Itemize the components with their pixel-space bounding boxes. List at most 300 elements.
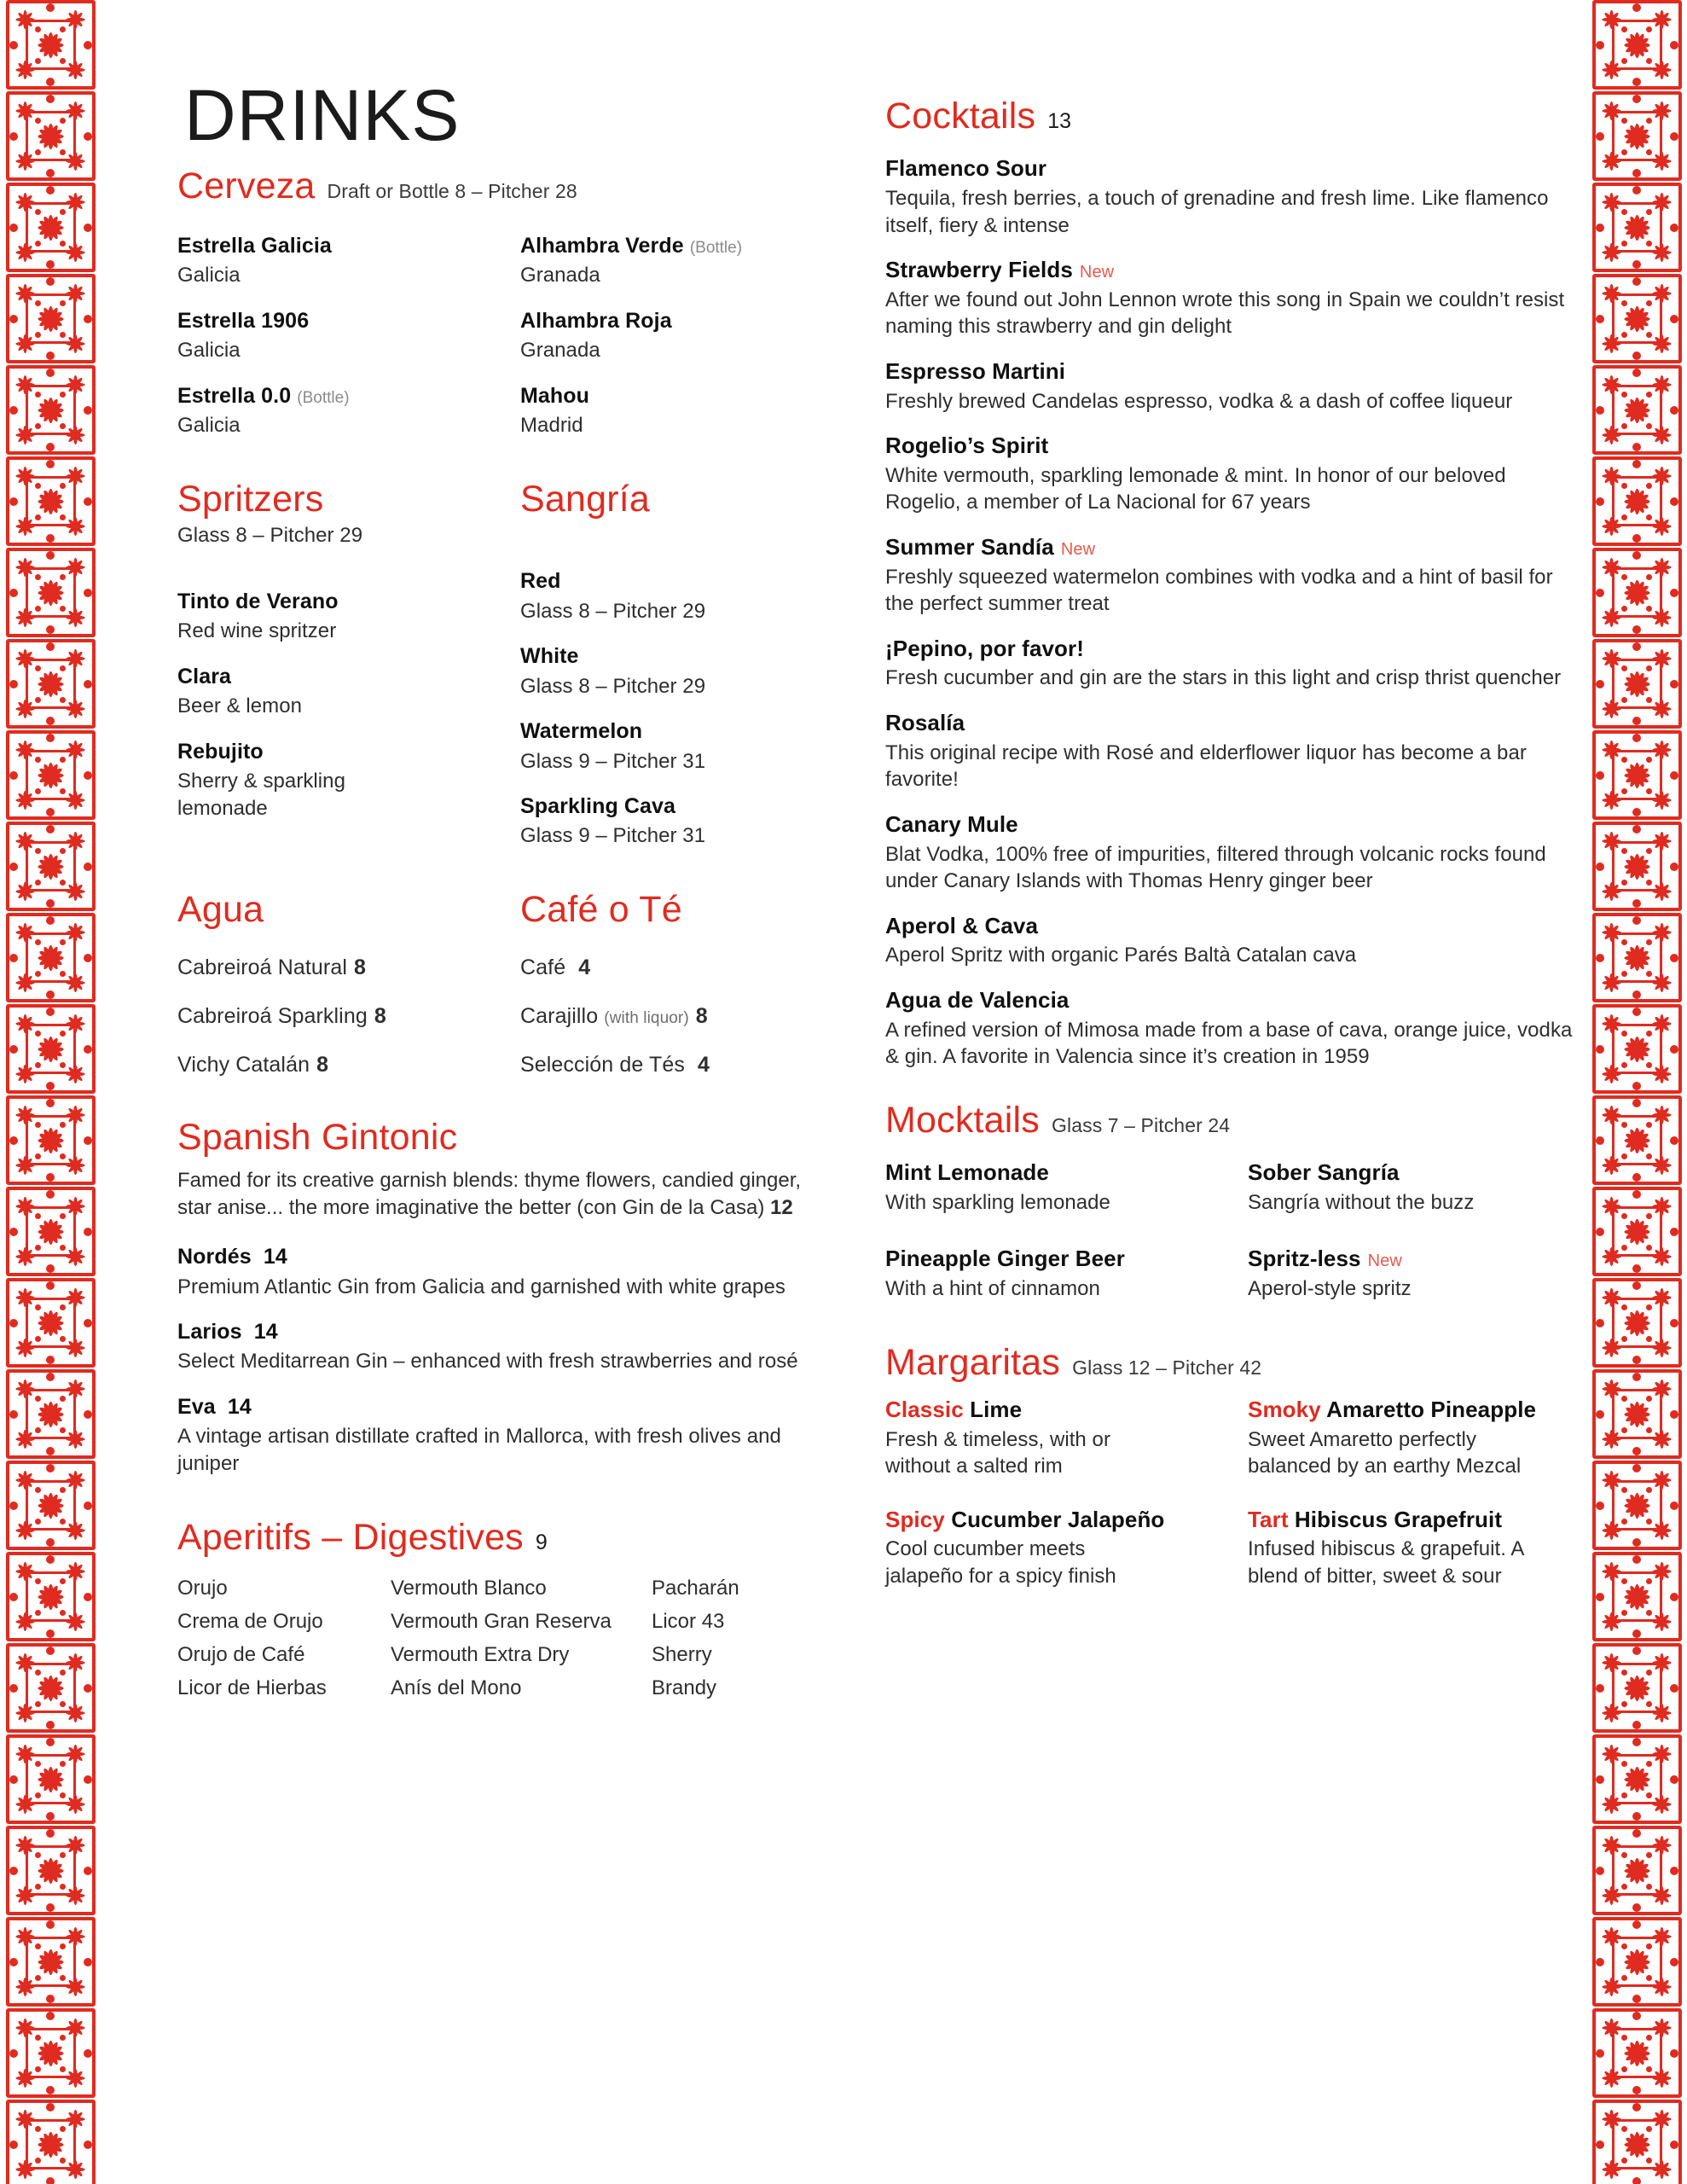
tile-dot-motif — [46, 1264, 55, 1273]
tile-dot-motif — [84, 954, 92, 962]
tile-dot-motif — [1632, 916, 1641, 925]
tile-dot-motif — [60, 118, 66, 124]
tile-dot-motif — [1609, 1203, 1615, 1210]
tile-dot-motif — [46, 680, 55, 688]
tile-dot-motif — [60, 514, 66, 520]
tile-dot-motif — [1646, 423, 1652, 429]
tile-dot-motif — [60, 1122, 66, 1128]
section-title-gintonic: Spanish Gintonic — [177, 1116, 458, 1158]
tile-dot-motif — [60, 606, 66, 612]
list-item: Vermouth Blanco — [391, 1577, 547, 1600]
tile-dot-motif — [1609, 2075, 1615, 2082]
tile-dot-motif — [1646, 1396, 1652, 1402]
tile-dot-motif — [46, 1593, 55, 1601]
tile-dot-motif — [1632, 41, 1641, 49]
tile-dot-motif — [35, 971, 41, 977]
tile-dot-motif — [9, 1045, 18, 1054]
tile-dot-motif — [84, 1228, 92, 1236]
tile-dot-motif — [1659, 1710, 1666, 1716]
tile-dot-motif — [1670, 1684, 1678, 1693]
tile-dot-motif — [84, 224, 92, 232]
page-title: DRINKS — [184, 75, 461, 155]
item-name: Estrella Galicia — [177, 234, 332, 258]
tile-dot-motif — [84, 1410, 92, 1419]
tile-dot-motif — [1659, 1203, 1666, 1210]
tile-dot-motif — [46, 1775, 55, 1784]
tile-dot-motif — [72, 2075, 79, 2082]
list-item — [885, 432, 1585, 516]
tile-dot-motif — [1596, 1228, 1604, 1236]
item-desc: Aperol Spritz with organic Parés Baltà Catalan cava — [885, 944, 1357, 967]
tile-dot-motif — [35, 757, 41, 763]
tile-dot-motif — [72, 655, 79, 662]
decorative-tile — [1592, 1004, 1682, 1094]
tile-dot-motif — [1609, 979, 1615, 986]
item-name: Cabreiroá Sparkling — [177, 1003, 368, 1028]
item-desc: A refined version of Mimosa made from a base of cava, orange juice, vodka & gin. A favorite in Valencia since it’s creation in 1959 — [885, 1018, 1573, 1069]
list-item — [520, 1004, 826, 1029]
tile-dot-motif — [1596, 1136, 1604, 1145]
spritzers-sangria-columns — [177, 479, 826, 850]
list-item — [885, 1159, 1222, 1216]
tile-dot-motif — [22, 2166, 29, 2173]
cafe-section — [520, 889, 826, 1077]
tile-dot-motif — [35, 1792, 41, 1798]
tile-dot-motif — [46, 1684, 55, 1693]
decorative-tile — [6, 548, 96, 637]
tile-dot-motif — [84, 771, 92, 780]
tile-dot-motif — [60, 697, 66, 703]
tile-dot-motif — [1646, 2066, 1652, 2072]
item-origin: Galicia — [177, 339, 241, 363]
tile-dot-motif — [1646, 1336, 1652, 1342]
decorative-tile — [1592, 548, 1682, 637]
tile-dot-motif — [1632, 1903, 1641, 1912]
tile-dot-motif — [1646, 514, 1652, 520]
item-name: Rogelio’s Spirit — [885, 433, 1049, 459]
tile-dot-motif — [9, 41, 18, 49]
section-header-mocktails — [885, 1100, 1585, 1141]
tile-dot-motif — [1621, 1304, 1627, 1310]
tile-dot-motif — [1609, 1162, 1615, 1169]
tile-dot-motif — [1609, 1842, 1615, 1849]
tile-dot-motif — [1646, 848, 1652, 854]
agua-cafe-columns — [177, 889, 826, 1077]
tile-dot-motif — [1646, 1578, 1652, 1584]
tile-dot-motif — [1659, 1294, 1666, 1301]
tile-dot-motif — [1670, 954, 1678, 962]
tile-dot-motif — [1632, 497, 1641, 506]
tile-dot-motif — [1659, 473, 1666, 479]
tile-dot-motif — [60, 26, 66, 32]
tile-dot-motif — [35, 118, 41, 124]
tile-dot-motif — [35, 1304, 41, 1310]
tile-dot-motif — [1621, 2066, 1627, 2072]
tile-dot-motif — [1621, 880, 1627, 886]
tile-dot-motif — [1609, 1253, 1615, 1260]
tile-dot-motif — [84, 1867, 92, 1875]
tile-dot-motif — [1659, 199, 1666, 206]
item-kicker: Classic — [885, 1397, 964, 1423]
tile-dot-motif — [1632, 1684, 1641, 1693]
tile-dot-motif — [72, 1933, 79, 1940]
tile-dot-motif — [1670, 224, 1678, 232]
item-name: Pineapple Ginger Beer — [885, 1246, 1125, 1272]
tile-dot-motif — [60, 2035, 66, 2041]
aperitifs-column-3 — [652, 1572, 822, 1705]
list-item — [1248, 1506, 1585, 1590]
list-item — [520, 643, 826, 700]
tile-dot-motif — [1659, 929, 1666, 936]
tile-dot-motif — [60, 1761, 66, 1767]
item-price: 8 — [354, 955, 367, 979]
tile-dot-motif — [1632, 186, 1641, 195]
tile-dot-motif — [1632, 351, 1641, 360]
tile-dot-motif — [1632, 1082, 1641, 1090]
tile-dot-motif — [46, 534, 55, 543]
mocktails-section — [885, 1100, 1585, 1303]
tile-dot-motif — [72, 1345, 79, 1351]
tile-dot-motif — [84, 1502, 92, 1510]
tile-dot-motif — [84, 680, 92, 688]
item-desc: Sweet Amaretto perfectly balanced by an earthy Mezcal — [1248, 1427, 1522, 1478]
tile-dot-motif — [1609, 199, 1615, 206]
tile-dot-motif — [46, 351, 55, 360]
right-column — [885, 82, 1585, 2150]
tile-dot-motif — [1632, 717, 1641, 725]
tile-dot-motif — [72, 1892, 79, 1899]
tile-dot-motif — [9, 2140, 18, 2149]
tile-dot-motif — [46, 2140, 55, 2149]
tile-dot-motif — [35, 1519, 41, 1525]
section-note-spritzers: Glass 8 – Pitcher 29 — [177, 524, 363, 548]
tile-dot-motif — [1609, 523, 1615, 530]
item-tag: (Bottle) — [297, 389, 350, 408]
list-item: Pacharán — [652, 1577, 739, 1600]
tile-dot-motif — [1659, 1659, 1666, 1666]
tile-dot-motif — [1632, 1228, 1641, 1236]
tile-dot-motif — [60, 149, 66, 155]
tile-dot-motif — [1621, 2158, 1627, 2164]
tile-dot-motif — [72, 1801, 79, 1808]
tile-dot-motif — [1609, 432, 1615, 439]
tile-dot-motif — [22, 1162, 29, 1169]
list-item — [520, 793, 826, 850]
tile-dot-motif — [72, 473, 79, 479]
tile-dot-motif — [1621, 1122, 1627, 1128]
item-name: Estrella 0.0 (Bottle) — [177, 384, 350, 409]
decorative-tile — [6, 1095, 96, 1185]
decorative-tile — [1592, 639, 1682, 729]
tile-dot-motif — [1646, 1852, 1652, 1858]
item-price: 8 — [316, 1052, 329, 1077]
tile-dot-motif — [1659, 1801, 1666, 1808]
decorative-tile — [6, 1461, 96, 1550]
tile-dot-motif — [1646, 149, 1652, 155]
tile-dot-motif — [72, 2024, 79, 2031]
tile-dot-motif — [72, 249, 79, 256]
tile-dot-motif — [9, 2049, 18, 2058]
decorative-tile — [6, 1369, 96, 1459]
tile-dot-motif — [1609, 1892, 1615, 1899]
tile-dot-motif — [1659, 249, 1666, 256]
tile-dot-motif — [1632, 642, 1641, 651]
tile-dot-motif — [1646, 1122, 1652, 1128]
tile-dot-motif — [1632, 589, 1641, 597]
tile-dot-motif — [1621, 1578, 1627, 1584]
list-item — [177, 664, 483, 720]
tile-dot-motif — [46, 1447, 55, 1455]
tile-dot-motif — [1670, 41, 1678, 49]
tile-dot-motif — [1659, 655, 1666, 662]
tile-dot-motif — [35, 1245, 41, 1251]
tile-dot-motif — [1646, 1610, 1652, 1616]
section-header-margaritas — [885, 1342, 1585, 1384]
tile-dot-motif — [46, 808, 55, 816]
item-name: Strawberry Fields New — [885, 257, 1115, 283]
tile-dot-motif — [35, 392, 41, 398]
tile-dot-motif — [1646, 58, 1652, 64]
decorative-tile — [6, 1552, 96, 1641]
tile-dot-motif — [1646, 26, 1652, 32]
tile-dot-motif — [72, 746, 79, 753]
tile-dot-motif — [60, 1427, 66, 1433]
tile-dot-motif — [46, 1995, 55, 2003]
item-name: Eva 14 — [177, 1395, 252, 1420]
tile-dot-motif — [60, 392, 66, 398]
tile-dot-motif — [35, 2066, 41, 2072]
tile-dot-motif — [60, 1884, 66, 1890]
list-item — [885, 1396, 1222, 1480]
tile-dot-motif — [9, 1228, 18, 1236]
item-name: Sober Sangría — [1248, 1159, 1400, 1186]
item-price-line: Glass 9 – Pitcher 31 — [520, 749, 706, 773]
aperitifs-column-1 — [177, 1572, 386, 1705]
tile-dot-motif — [72, 107, 79, 114]
tile-dot-motif — [60, 1792, 66, 1798]
item-desc: Aperol-style spritz — [1248, 1276, 1412, 1300]
list-item: Vermouth Extra Dry — [391, 1642, 570, 1666]
tile-dot-motif — [35, 1336, 41, 1342]
cerveza-columns — [177, 233, 826, 439]
tile-dot-motif — [1646, 1245, 1652, 1251]
tile-dot-motif — [1646, 1975, 1652, 1981]
list-item — [885, 357, 1585, 415]
tile-dot-motif — [72, 67, 79, 73]
tile-dot-motif — [46, 443, 55, 451]
tile-dot-motif — [9, 1684, 18, 1693]
tile-dot-motif — [1621, 848, 1627, 854]
tile-dot-motif — [1659, 1933, 1666, 1940]
tile-dot-motif — [1659, 746, 1666, 753]
tile-dot-motif — [22, 1294, 29, 1301]
tile-dot-motif — [1632, 1593, 1641, 1601]
tile-dot-motif — [1646, 1792, 1652, 1798]
list-item — [1248, 1159, 1585, 1216]
item-name: Agua de Valencia — [885, 987, 1070, 1014]
tile-dot-motif — [1646, 2035, 1652, 2041]
tile-dot-motif — [22, 473, 29, 479]
tile-dot-motif — [1670, 1502, 1678, 1510]
tile-dot-motif — [72, 564, 79, 571]
tile-dot-motif — [46, 734, 55, 742]
tile-dot-motif — [1632, 1099, 1641, 1107]
tile-dot-motif — [72, 340, 79, 347]
tile-dot-motif — [1670, 1136, 1678, 1145]
tile-dot-motif — [22, 1477, 29, 1484]
tile-dot-motif — [1621, 514, 1627, 520]
tile-dot-motif — [46, 1281, 55, 1290]
tile-dot-motif — [22, 523, 29, 530]
decorative-tile — [1592, 0, 1682, 90]
tile-dot-motif — [1659, 2075, 1666, 2082]
tile-dot-motif — [35, 58, 41, 64]
tile-dot-motif — [1596, 1684, 1604, 1693]
tile-dot-motif — [72, 1203, 79, 1210]
item-name: Flamenco Sour — [885, 155, 1047, 182]
tile-dot-motif — [1646, 300, 1652, 306]
decorative-tile — [1592, 913, 1682, 1002]
tile-dot-motif — [1659, 1112, 1666, 1118]
tile-dot-motif — [60, 1701, 66, 1707]
tile-dot-motif — [46, 132, 55, 141]
list-item — [177, 1319, 826, 1375]
tile-dot-motif — [22, 1345, 29, 1351]
tile-dot-motif — [1632, 1995, 1641, 2003]
tile-dot-motif — [22, 1253, 29, 1260]
list-item — [885, 810, 1585, 895]
item-desc: Sherry & sparkling lemonade — [177, 770, 345, 820]
decorative-tile — [6, 0, 96, 90]
tile-dot-motif — [1596, 41, 1604, 49]
tile-dot-motif — [72, 432, 79, 439]
tile-dot-motif — [1632, 1008, 1641, 1016]
tile-dot-motif — [60, 1670, 66, 1676]
tile-dot-motif — [22, 1842, 29, 1849]
tile-dot-motif — [1609, 2024, 1615, 2031]
decorative-tile-border-right — [1586, 0, 1687, 2184]
tile-dot-motif — [1646, 1153, 1652, 1159]
tile-dot-motif — [1621, 1427, 1627, 1433]
item-name: Watermelon — [520, 719, 643, 744]
tile-dot-motif — [1632, 1190, 1641, 1199]
item-name: Summer Sandía New — [885, 534, 1096, 561]
item-name: Canary Mule — [885, 811, 1018, 837]
tile-dot-motif — [1659, 1162, 1666, 1169]
item-desc: Sangría without the buzz — [1248, 1190, 1475, 1214]
tile-dot-motif — [1646, 1213, 1652, 1219]
tile-dot-motif — [1609, 1710, 1615, 1716]
item-tag: (Bottle) — [689, 239, 743, 258]
tile-dot-motif — [60, 332, 66, 338]
tile-dot-motif — [1670, 771, 1678, 780]
tile-dot-motif — [84, 1136, 92, 1145]
item-desc: A vintage artisan distillate crafted in Mallorca, with fresh olives and juniper — [177, 1425, 781, 1476]
tile-dot-motif — [22, 1385, 29, 1392]
tile-dot-motif — [60, 1245, 66, 1251]
tile-dot-motif — [1596, 315, 1604, 323]
tile-dot-motif — [1596, 771, 1604, 780]
tile-dot-motif — [46, 1136, 55, 1145]
tile-dot-motif — [1646, 1884, 1652, 1890]
tile-dot-motif — [1659, 1253, 1666, 1260]
decorative-tile — [6, 639, 96, 729]
tile-dot-motif — [84, 1045, 92, 1054]
tile-dot-motif — [1632, 734, 1641, 742]
decorative-tile — [6, 1004, 96, 1094]
tile-dot-motif — [22, 1710, 29, 1716]
tile-dot-motif — [1621, 757, 1627, 763]
tile-dot-motif — [46, 1812, 55, 1821]
tile-dot-motif — [1632, 1410, 1641, 1419]
decorative-tile — [1592, 1095, 1682, 1185]
decorative-tile — [1592, 822, 1682, 911]
decorative-tile — [6, 913, 96, 1002]
tile-dot-motif — [22, 1436, 29, 1443]
list-item — [885, 709, 1585, 793]
tile-dot-motif — [1632, 825, 1641, 834]
tile-dot-motif — [84, 132, 92, 141]
tile-dot-motif — [1632, 2103, 1641, 2111]
new-badge: New — [1079, 263, 1115, 282]
decorative-tile — [1592, 1643, 1682, 1733]
decorative-tile — [6, 822, 96, 911]
tile-dot-motif — [72, 1568, 79, 1575]
section-header-cerveza — [177, 166, 826, 207]
tile-dot-motif — [1670, 497, 1678, 506]
tile-dot-motif — [72, 199, 79, 206]
tile-dot-motif — [1632, 1629, 1641, 1638]
tile-dot-motif — [1659, 797, 1666, 804]
tile-dot-motif — [1621, 665, 1627, 671]
tile-dot-motif — [84, 41, 92, 49]
tile-dot-motif — [35, 1487, 41, 1493]
tile-dot-motif — [1659, 1477, 1666, 1484]
tile-dot-motif — [1632, 95, 1641, 103]
tile-dot-motif — [60, 971, 66, 977]
tile-dot-motif — [1670, 1867, 1678, 1875]
tile-dot-motif — [1632, 899, 1641, 908]
tile-dot-motif — [60, 209, 66, 215]
tile-dot-motif — [35, 1031, 41, 1037]
agua-section — [177, 889, 483, 1077]
item-origin: Granada — [520, 339, 600, 363]
tile-dot-motif — [35, 209, 41, 215]
section-title-agua: Agua — [177, 889, 264, 931]
spritzers-section — [177, 479, 483, 850]
item-name: Larios 14 — [177, 1320, 278, 1345]
tile-dot-motif — [1621, 2035, 1627, 2041]
item-price: 14 — [253, 1320, 278, 1345]
list-item — [520, 233, 826, 289]
tile-dot-motif — [72, 1071, 79, 1077]
tile-dot-motif — [1632, 1812, 1641, 1821]
tile-dot-motif — [60, 2066, 66, 2072]
list-item — [885, 1506, 1222, 1590]
tile-dot-motif — [1632, 1447, 1641, 1455]
tile-dot-motif — [46, 1045, 55, 1054]
tile-dot-motif — [1621, 1062, 1627, 1068]
margaritas-row-1 — [885, 1396, 1585, 1480]
tile-dot-motif — [9, 1136, 18, 1145]
tile-dot-motif — [72, 888, 79, 895]
item-name: Espresso Martini — [885, 358, 1066, 385]
tile-dot-motif — [60, 1519, 66, 1525]
tile-dot-motif — [22, 2024, 29, 2031]
tile-dot-motif — [1632, 863, 1641, 871]
tile-dot-motif — [1632, 3, 1641, 12]
item-origin: Madrid — [520, 414, 583, 438]
